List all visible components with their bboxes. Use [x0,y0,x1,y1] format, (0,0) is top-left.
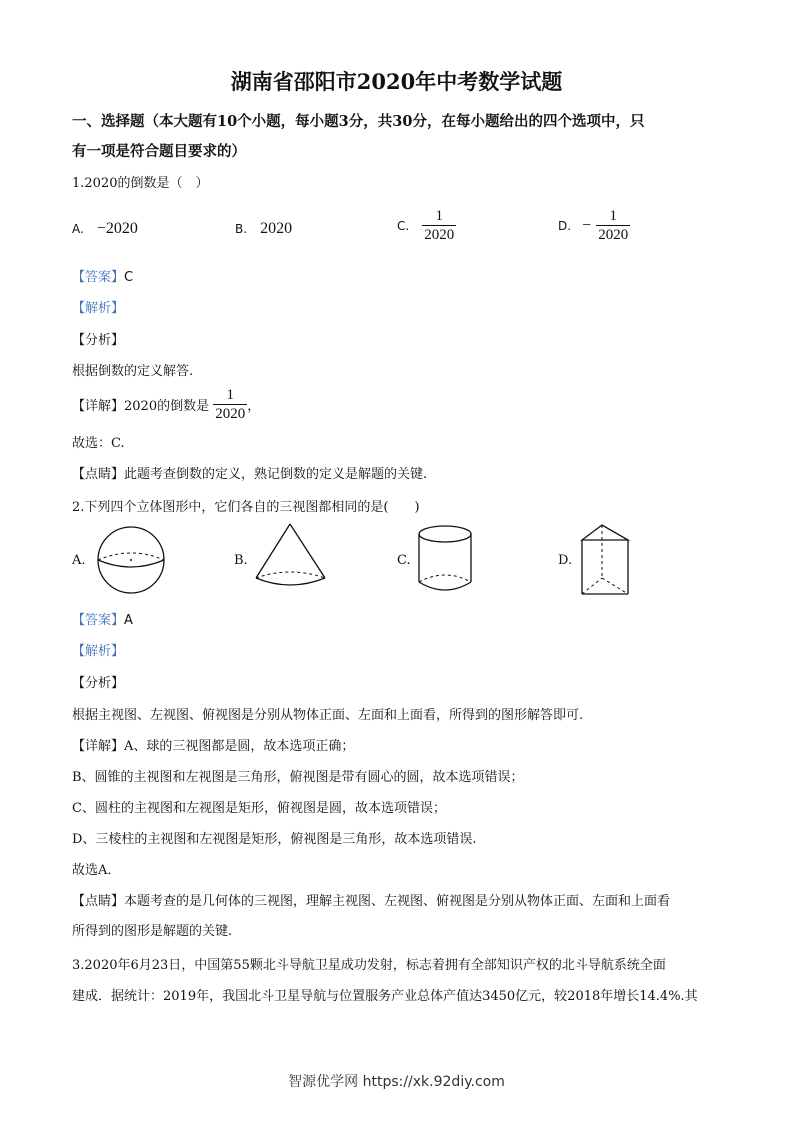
section-heading-line2: 有一项是符合题目要求的） [72,143,246,160]
triangular-prism-icon [578,522,633,598]
page-title: 湖南省邵阳市2020年中考数学试题 [230,69,563,94]
q1-dianjing: 【点睛】此题考查倒数的定义，熟记倒数的定义是解题的关键. [72,467,428,482]
footer-watermark: 智源优学网 https://xk.92diy.com [288,1074,505,1090]
q2-dianjing-1: 【点睛】本题考查的是几何体的三视图，理解主视图、左视图、俯视图是分别从物体正面、左面和上面看 [72,894,671,909]
fraction-numerator: 1 [435,208,444,224]
q1-option-c-label: C. [397,219,410,233]
q1-option-b [235,218,292,238]
q2-option-a-label: A. [72,553,86,568]
q1-jiexi: 【解析】 [72,301,125,316]
q2-fenxi-text: 根据主视图、左视图、俯视图是分别从物体正面、左面和上面看，所得到的图形解答即可. [72,708,584,723]
section-heading-line1: 一、选择题（本大题有10个小题，每小题3分，共30分，在每小题给出的四个选项中，只 [72,113,645,130]
q2-xiangjie-2: B、圆锥的主视图和左视图是三角形，俯视图是带有圆心的圆，故本选项错误； [72,770,524,785]
sphere-icon [95,524,167,596]
answer-tag: 【答案】 [72,613,125,628]
fraction-numerator: 1 [609,208,618,224]
q2-jiexi: 【解析】 [72,644,125,659]
q3-line-2: 建成．据统计：2019年，我国北斗卫星导航与位置服务产业总体产值达3450亿元，较2018年增长14.4%.其 [72,989,698,1004]
fraction-denominator: 2020 [424,227,455,243]
answer-value: C [124,270,134,285]
answer-value: A [124,613,133,628]
q1-option-d-label: D. [558,219,572,233]
q2-option-c-label: C. [397,553,411,568]
xiangjie-fraction [213,386,247,423]
q1-option-b-value: 2020 [260,220,293,237]
q1-fenxi-text: 根据倒数的定义解答. [72,364,194,379]
q2-dianjing-2: 所得到的图形是解题的关键. [72,924,233,939]
answer-tag: 【答案】 [72,270,125,285]
q1-answer [72,266,133,285]
q1-option-a-label: A. [72,222,84,236]
q1-stem: 1.2020的倒数是（ ） [72,176,209,191]
q1-fenxi: 【分析】 [72,333,125,348]
q1-xiangjie [72,386,260,423]
q1-option-d-sign: − [582,216,592,234]
q1-option-b-label: B. [235,222,248,236]
q2-xiangjie-4: D、三棱柱的主视图和左视图是矩形，俯视图是三角形，故本选项错误. [72,832,477,847]
q1-option-c [397,207,456,244]
cylinder-icon [416,524,474,594]
q2-xiangjie-3: C、圆柱的主视图和左视图是矩形，俯视图是圆，故本选项错误； [72,801,446,816]
q2-fenxi: 【分析】 [72,676,125,691]
q1-guxuan: 故选：C. [72,436,125,451]
q2-answer [72,609,133,628]
fraction-denominator: 2020 [598,227,629,243]
q1-option-d [558,207,630,244]
q2-guxuan: 故选A． [72,863,121,878]
q1-option-c-fraction [422,207,456,244]
xiangjie-prefix: 【详解】2020的倒数是 [72,399,210,414]
fraction-numerator: 1 [226,387,234,403]
q2-xiangjie-1: 【详解】A、球的三视图都是圆，故本选项正确； [72,739,355,754]
q1-option-a-value: −2020 [96,220,138,237]
q2-option-d-label: D. [558,553,573,568]
q1-option-a [72,218,138,238]
cone-icon [253,522,328,588]
q2-stem: 2.下列四个立体图形中，它们各自的三视图都相同的是( ) [72,500,420,515]
xiangjie-suffix: ， [247,399,261,414]
q3-line-1: 3.2020年6月23日，中国第55颗北斗导航卫星成功发射，标志着拥有全部知识产权的北斗导航系统全面 [72,958,666,973]
q2-option-b-label: B. [234,553,248,568]
q1-option-d-fraction [596,207,630,244]
fraction-denominator: 2020 [215,406,246,422]
